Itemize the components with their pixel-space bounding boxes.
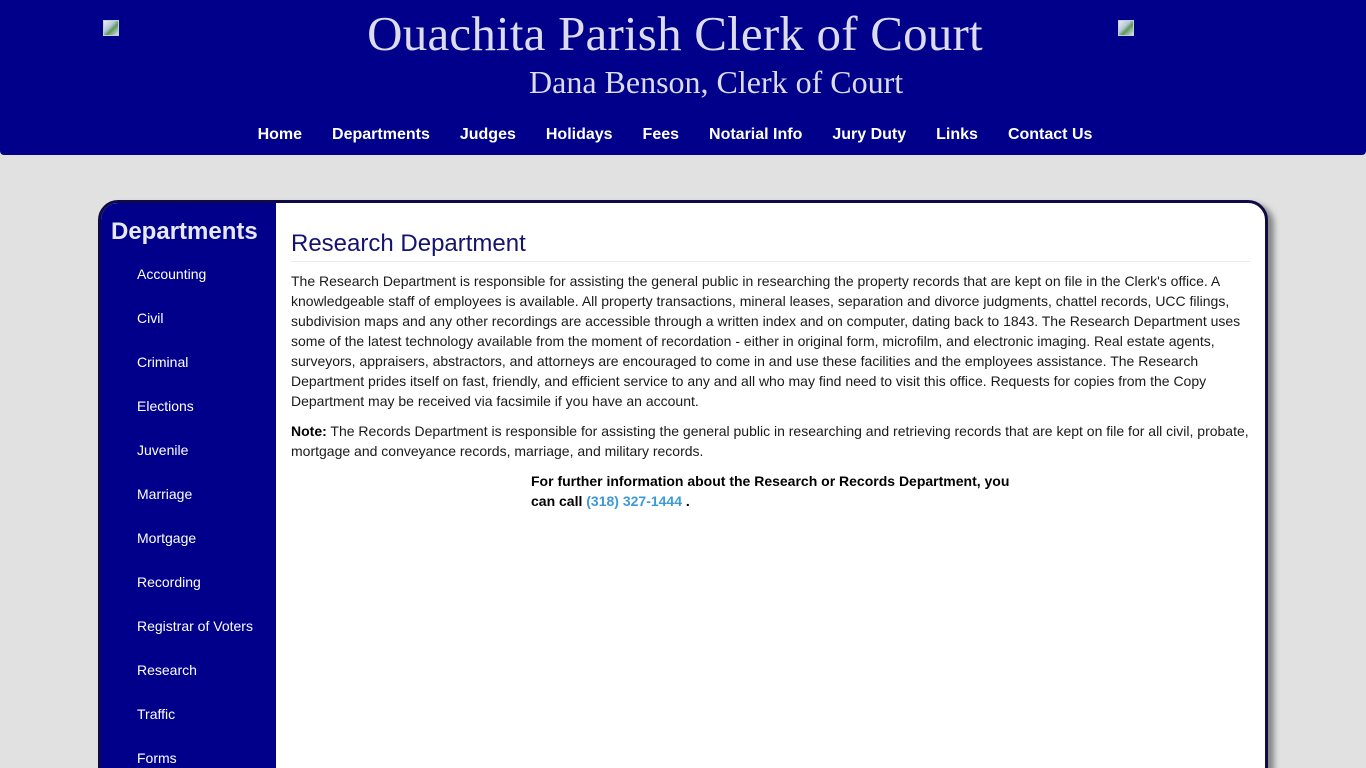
description-paragraph: The Research Department is responsible for assisting the general public in researching the property records that are kept on file in the Clerk's office. A knowledgeable staff of employees is available. All property transactions, mineral leases, separation and divorce judgments, chattel records, UCC filings, subdivision maps and any other recordings are accessible through a written index and on computer, dating back to 1843. The Research Department uses some of the latest technology available from the moment of recordation - either in original form, microfilm, and electronic imaging. Real estate agents, surveyors, appraisers, abstractors, and attorneys are encouraged to come in and use these facilities and the employees assistance. The Research Department prides itself on fast, friendly, and efficient service to any and all who may find need to visit this office. Requests for copies from the Copy Department may be received via facsimile if you have an account. bbox=[291, 273, 1241, 409]
page-title: Research Department bbox=[291, 230, 1251, 262]
nav-links[interactable]: Links bbox=[936, 126, 978, 143]
main-content bbox=[291, 203, 1251, 511]
sidebar-item-traffic[interactable]: Traffic bbox=[137, 706, 176, 722]
contact-info bbox=[531, 471, 1021, 511]
nav-jury-duty[interactable]: Jury Duty bbox=[832, 126, 907, 143]
contact-end: . bbox=[682, 493, 690, 509]
sidebar bbox=[101, 203, 276, 768]
sidebar-menu bbox=[137, 266, 253, 768]
contact-text: For further information about the Research or Records Department, you can call bbox=[531, 473, 1010, 509]
sidebar-item-mortgage[interactable]: Mortgage bbox=[137, 530, 197, 546]
sidebar-item-marriage[interactable]: Marriage bbox=[137, 486, 193, 502]
nav-contact-us[interactable]: Contact Us bbox=[1007, 126, 1093, 143]
nav-judges[interactable]: Judges bbox=[459, 126, 516, 143]
sidebar-item-elections[interactable]: Elections bbox=[137, 398, 194, 414]
note-paragraph bbox=[291, 421, 1251, 461]
sidebar-item-accounting[interactable]: Accounting bbox=[137, 266, 207, 282]
nav-notarial-info[interactable]: Notarial Info bbox=[709, 126, 803, 143]
site-title: Ouachita Parish Clerk of Court bbox=[367, 6, 983, 61]
note-label: Note: bbox=[291, 423, 327, 439]
sidebar-item-juvenile[interactable]: Juvenile bbox=[137, 442, 189, 458]
sidebar-item-registrar-of-voters[interactable]: Registrar of Voters bbox=[137, 618, 253, 634]
main-nav bbox=[0, 126, 1366, 144]
sidebar-item-civil[interactable]: Civil bbox=[137, 310, 164, 326]
content-container bbox=[98, 200, 1268, 768]
nav-departments[interactable]: Departments bbox=[332, 126, 430, 143]
nav-holidays[interactable]: Holidays bbox=[545, 126, 613, 143]
phone-link[interactable]: (318) 327-1444 bbox=[586, 493, 683, 509]
nav-home[interactable]: Home bbox=[257, 126, 303, 143]
site-header bbox=[0, 0, 1366, 155]
sidebar-item-research[interactable]: Research bbox=[137, 662, 197, 678]
sidebar-item-criminal[interactable]: Criminal bbox=[137, 354, 189, 370]
note-text: The Records Department is responsible for assisting the general public in researching and retrieving records that are kept on file for all civil, probate, mortgage and conveyance records, marriage, and military records. bbox=[291, 423, 1249, 459]
sidebar-item-recording[interactable]: Recording bbox=[137, 574, 201, 590]
site-subtitle: Dana Benson, Clerk of Court bbox=[529, 64, 904, 100]
sidebar-title: Departments bbox=[111, 218, 258, 245]
nav-fees[interactable]: Fees bbox=[642, 126, 680, 143]
sidebar-item-forms[interactable]: Forms bbox=[137, 750, 177, 766]
